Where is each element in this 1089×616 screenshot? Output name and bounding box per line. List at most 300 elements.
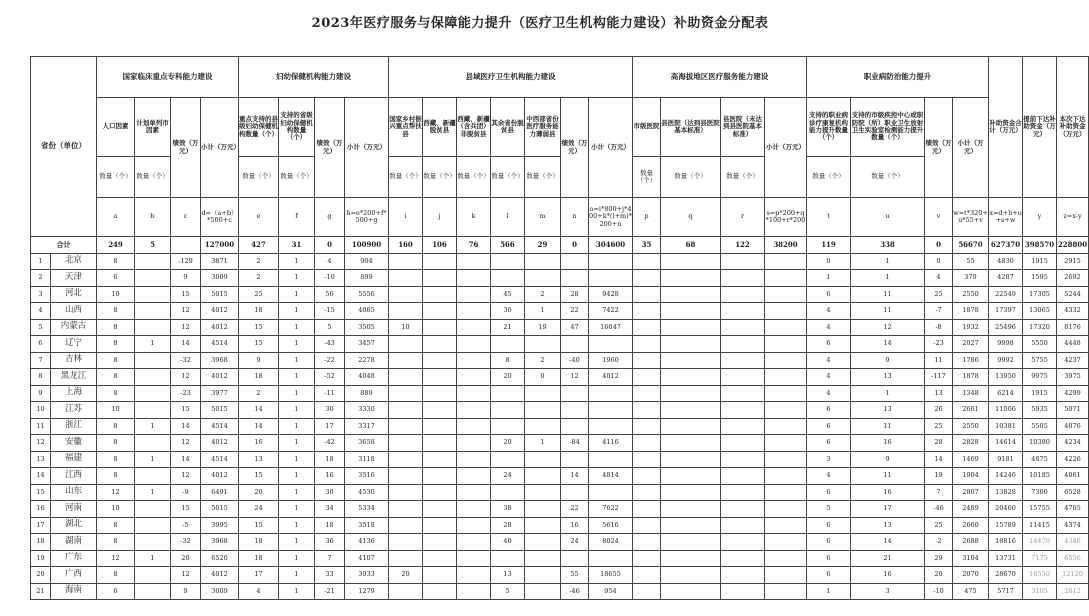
- table-cell: 4: [239, 583, 279, 600]
- total-cell: [171, 237, 201, 254]
- province-name: 天津: [51, 270, 97, 287]
- table-cell: 3933: [345, 567, 389, 584]
- table-cell: 24: [561, 534, 589, 551]
- table-cell: 18: [315, 517, 345, 534]
- table-cell: 899: [345, 270, 389, 287]
- table-cell: 13731: [989, 550, 1023, 567]
- province-name: 福建: [51, 451, 97, 468]
- table-cell: [765, 253, 807, 270]
- table-cell: 1: [851, 385, 925, 402]
- table-cell: 1: [135, 451, 171, 468]
- table-cell: 9: [171, 583, 201, 600]
- table-cell: 4514: [201, 451, 239, 468]
- table-row: [31, 336, 1089, 353]
- table-cell: -7: [925, 303, 953, 320]
- table-cell: 13: [851, 402, 925, 419]
- table-cell: [423, 270, 457, 287]
- table-cell: 0: [925, 253, 953, 270]
- table-cell: 16550: [1023, 567, 1057, 584]
- total-cell: 38200: [765, 237, 807, 254]
- table-cell: [721, 303, 765, 320]
- table-cell: [135, 435, 171, 452]
- table-cell: [661, 534, 721, 551]
- table-cell: 3505: [345, 319, 389, 336]
- table-cell: [561, 253, 589, 270]
- table-cell: 12: [97, 550, 135, 567]
- col-header-c: 绩效（万元）: [171, 98, 201, 198]
- table-cell: [721, 517, 765, 534]
- table-cell: [721, 567, 765, 584]
- code-cell-h: h=e*200+f*500+g: [345, 198, 389, 237]
- col-header-g: 绩效（万元）: [315, 98, 345, 198]
- table-cell: 14: [171, 418, 201, 435]
- table-cell: -23: [925, 336, 953, 353]
- col-header-d: 小计（万元）: [201, 98, 239, 198]
- table-cell: [633, 468, 661, 485]
- col-header-w: 小计（万元）: [953, 98, 989, 198]
- table-cell: [721, 583, 765, 600]
- table-cell: 15789: [989, 517, 1023, 534]
- table-cell: [765, 270, 807, 287]
- total-cell: 31: [279, 237, 315, 254]
- table-cell: -2: [925, 534, 953, 551]
- table-cell: 10381: [989, 418, 1023, 435]
- table-cell: 904: [345, 253, 389, 270]
- table-row: [31, 303, 1089, 320]
- table-cell: [135, 402, 171, 419]
- table-cell: 5071: [1057, 402, 1089, 419]
- unit-cell-u: 数量（个）: [851, 157, 925, 198]
- table-cell: [721, 253, 765, 270]
- code-cell-y: y: [1023, 198, 1057, 237]
- table-row: [31, 550, 1089, 567]
- table-cell: [423, 253, 457, 270]
- table-cell: [389, 303, 423, 320]
- table-cell: [633, 336, 661, 353]
- table-cell: 8: [97, 517, 135, 534]
- table-cell: 18: [239, 534, 279, 551]
- province-name: 山东: [51, 484, 97, 501]
- table-cell: 8: [97, 369, 135, 386]
- table-cell: [633, 567, 661, 584]
- code-cell-c: c: [171, 198, 201, 237]
- table-cell: [491, 418, 525, 435]
- table-cell: [661, 550, 721, 567]
- table-cell: [491, 336, 525, 353]
- table-cell: 6491: [201, 484, 239, 501]
- code-cell-s: s=p*200+q*100+r*200: [765, 198, 807, 237]
- table-cell: 36: [491, 303, 525, 320]
- table-cell: [423, 303, 457, 320]
- province-name: 内蒙古: [51, 319, 97, 336]
- table-cell: [661, 468, 721, 485]
- table-cell: 2661: [953, 402, 989, 419]
- table-cell: 2027: [953, 336, 989, 353]
- table-cell: [633, 517, 661, 534]
- table-cell: 1932: [953, 319, 989, 336]
- table-cell: [661, 369, 721, 386]
- table-cell: 4116: [589, 435, 633, 452]
- table-cell: [525, 418, 561, 435]
- table-cell: 5550: [1023, 336, 1057, 353]
- table-cell: 6528: [1057, 484, 1089, 501]
- table-cell: 4530: [345, 484, 389, 501]
- table-cell: 1: [279, 369, 315, 386]
- table-row: [31, 402, 1089, 419]
- table-cell: 26: [925, 402, 953, 419]
- table-cell: 15: [239, 319, 279, 336]
- table-cell: [661, 319, 721, 336]
- table-cell: 1: [135, 418, 171, 435]
- col-header-i: 国家乡村振兴重点帮扶县: [389, 98, 423, 157]
- table-cell: 6: [807, 517, 851, 534]
- table-cell: [389, 253, 423, 270]
- table-cell: [389, 286, 423, 303]
- table-cell: 10380: [1023, 435, 1057, 452]
- table-cell: 3105: [1023, 583, 1057, 600]
- table-cell: [423, 369, 457, 386]
- table-cell: [423, 583, 457, 600]
- table-cell: [765, 418, 807, 435]
- table-cell: [389, 550, 423, 567]
- table-cell: 10: [97, 286, 135, 303]
- table-cell: 1348: [953, 385, 989, 402]
- table-cell: 55: [953, 253, 989, 270]
- table-row: [31, 501, 1089, 518]
- table-cell: 8: [97, 385, 135, 402]
- col-header-b: 计划单列市因素: [135, 98, 171, 157]
- table-cell: [765, 534, 807, 551]
- table-cell: [633, 451, 661, 468]
- table-cell: 8: [97, 303, 135, 320]
- table-cell: 2: [239, 270, 279, 287]
- table-cell: 25: [925, 517, 953, 534]
- col-header-q: 县医院（达到县医院基本标准）: [661, 98, 721, 157]
- table-cell: 4012: [201, 303, 239, 320]
- table-cell: [135, 319, 171, 336]
- table-cell: 45: [491, 286, 525, 303]
- unit-cell-p: 数量（个）: [633, 157, 661, 198]
- total-cell: 427: [239, 237, 279, 254]
- table-cell: -52: [315, 369, 345, 386]
- table-cell: [633, 402, 661, 419]
- table-cell: 29: [925, 550, 953, 567]
- province-name: 吉林: [51, 352, 97, 369]
- table-cell: 13: [925, 385, 953, 402]
- table-cell: 7422: [589, 303, 633, 320]
- table-cell: [525, 534, 561, 551]
- table-cell: [721, 369, 765, 386]
- table-cell: 18: [239, 550, 279, 567]
- table-cell: [589, 418, 633, 435]
- table-cell: 9998: [989, 336, 1023, 353]
- total-cell: 68: [661, 237, 721, 254]
- total-cell: 100900: [345, 237, 389, 254]
- table-cell: 18: [315, 451, 345, 468]
- table-cell: [525, 583, 561, 600]
- table-cell: [457, 402, 491, 419]
- table-cell: 3009: [201, 270, 239, 287]
- table-row: [31, 435, 1089, 452]
- table-cell: 4448: [1057, 336, 1089, 353]
- table-cell: [457, 517, 491, 534]
- table-cell: 16: [851, 435, 925, 452]
- table-cell: 4: [925, 270, 953, 287]
- unit-cell-t: 数量（个）: [807, 157, 851, 198]
- table-cell: 6: [807, 550, 851, 567]
- table-cell: 3995: [201, 517, 239, 534]
- table-cell: [633, 369, 661, 386]
- row-number: 20: [31, 567, 51, 584]
- table-cell: 20: [171, 550, 201, 567]
- table-row: [31, 484, 1089, 501]
- table-cell: 10: [389, 319, 423, 336]
- table-cell: -8: [925, 319, 953, 336]
- table-cell: 8: [97, 418, 135, 435]
- unit-cell-f: 数量（个）: [279, 157, 315, 198]
- table-cell: [457, 286, 491, 303]
- table-cell: [765, 319, 807, 336]
- col-header-t: 支持的职业病诊疗康复机构能力提升数量（个）: [807, 98, 851, 157]
- table-cell: 6: [807, 534, 851, 551]
- table-cell: [661, 385, 721, 402]
- table-cell: [589, 550, 633, 567]
- table-cell: -32: [171, 352, 201, 369]
- table-cell: 6: [97, 270, 135, 287]
- table-cell: 5755: [1023, 352, 1057, 369]
- table-cell: [721, 451, 765, 468]
- table-cell: 1: [279, 501, 315, 518]
- col-header-s: 小计（万元）: [765, 98, 807, 198]
- table-cell: 6214: [989, 385, 1023, 402]
- table-cell: -84: [561, 435, 589, 452]
- code-cell-i: i: [389, 198, 423, 237]
- table-cell: 17: [851, 501, 925, 518]
- table-cell: [423, 336, 457, 353]
- province-header: 省份（单位）: [31, 57, 97, 237]
- table-cell: 11: [851, 303, 925, 320]
- province-name: 山西: [51, 303, 97, 320]
- table-row: [31, 369, 1089, 386]
- province-name: 广西: [51, 567, 97, 584]
- table-cell: 3330: [345, 402, 389, 419]
- col-header-n: 绩效（万元）: [561, 98, 589, 198]
- table-cell: [423, 501, 457, 518]
- group-header: 县域医疗卫生机构能力建设: [389, 57, 633, 98]
- table-cell: [423, 534, 457, 551]
- table-cell: [589, 336, 633, 353]
- table-cell: [561, 550, 589, 567]
- table-cell: 5015: [201, 286, 239, 303]
- table-cell: 16: [561, 517, 589, 534]
- table-cell: 20: [491, 435, 525, 452]
- table-cell: [633, 319, 661, 336]
- table-cell: 16: [315, 468, 345, 485]
- table-cell: [525, 270, 561, 287]
- province-name: 河南: [51, 501, 97, 518]
- unit-cell-a: 数量（个）: [97, 157, 135, 198]
- table-cell: 3516: [345, 468, 389, 485]
- table-cell: 14: [239, 402, 279, 419]
- code-cell-u: u: [851, 198, 925, 237]
- col-header-f: 支持的省级妇幼保健机构数量（个）: [279, 98, 315, 157]
- table-cell: [765, 385, 807, 402]
- row-number: 11: [31, 418, 51, 435]
- row-number: 4: [31, 303, 51, 320]
- table-cell: 2: [525, 352, 561, 369]
- table-cell: -15: [315, 303, 345, 320]
- unit-cell-l: 数量（个）: [491, 157, 525, 198]
- table-cell: [423, 402, 457, 419]
- table-cell: 3: [851, 583, 925, 600]
- table-cell: [525, 567, 561, 584]
- row-number: 21: [31, 583, 51, 600]
- table-cell: [389, 402, 423, 419]
- table-cell: [525, 402, 561, 419]
- table-cell: 13: [491, 567, 525, 584]
- table-cell: 2550: [953, 418, 989, 435]
- table-cell: [633, 385, 661, 402]
- total-cell: 56670: [953, 237, 989, 254]
- table-cell: 2070: [953, 567, 989, 584]
- table-cell: [135, 501, 171, 518]
- code-cell-a: a: [97, 198, 135, 237]
- col-header-l: 其余省份脱贫县: [491, 98, 525, 157]
- table-cell: -11: [315, 385, 345, 402]
- code-cell-d: d=（a+b）*500+c: [201, 198, 239, 237]
- table-cell: 14: [171, 336, 201, 353]
- table-cell: 14: [239, 418, 279, 435]
- table-cell: 4514: [201, 336, 239, 353]
- table-cell: 22: [561, 501, 589, 518]
- header-row-codes: [31, 198, 1089, 237]
- table-cell: 4012: [201, 369, 239, 386]
- table-cell: 25: [925, 418, 953, 435]
- table-cell: 1: [135, 484, 171, 501]
- table-row: [31, 270, 1089, 287]
- table-cell: -21: [315, 583, 345, 600]
- table-cell: [457, 303, 491, 320]
- province-name: 浙江: [51, 418, 97, 435]
- table-cell: 20: [491, 369, 525, 386]
- table-cell: 4: [807, 319, 851, 336]
- table-cell: 15: [239, 468, 279, 485]
- table-cell: 2: [239, 253, 279, 270]
- table-cell: -23: [171, 385, 201, 402]
- col-header-p: 市级医院: [633, 98, 661, 157]
- table-cell: [765, 484, 807, 501]
- row-number: 3: [31, 286, 51, 303]
- table-cell: 1: [279, 253, 315, 270]
- table-cell: 3457: [345, 336, 389, 353]
- unit-cell-b: 数量（个）: [135, 157, 171, 198]
- table-cell: 4299: [1057, 385, 1089, 402]
- table-cell: 22: [561, 303, 589, 320]
- table-cell: 25496: [989, 319, 1023, 336]
- table-cell: [525, 550, 561, 567]
- table-cell: [633, 435, 661, 452]
- table-cell: 30: [315, 402, 345, 419]
- table-cell: [661, 303, 721, 320]
- table-cell: 4107: [345, 550, 389, 567]
- code-cell-v: v: [925, 198, 953, 237]
- table-cell: [633, 352, 661, 369]
- table-cell: 18: [239, 303, 279, 320]
- table-cell: 9181: [989, 451, 1023, 468]
- code-cell-w: w=t*320+u*55+v: [953, 198, 989, 237]
- total-cell: 127000: [201, 237, 239, 254]
- table-cell: 20: [239, 484, 279, 501]
- table-cell: 10185: [1023, 468, 1057, 485]
- table-cell: 13: [239, 451, 279, 468]
- allocation-table: [30, 56, 1089, 600]
- table-cell: 1960: [589, 352, 633, 369]
- table-cell: 2612: [1057, 583, 1089, 600]
- table-row: [31, 451, 1089, 468]
- table-cell: [765, 550, 807, 567]
- header-row-groups: [31, 57, 1089, 98]
- table-cell: [457, 534, 491, 551]
- table-cell: [633, 286, 661, 303]
- table-cell: [389, 468, 423, 485]
- table-cell: [423, 418, 457, 435]
- row-number: 6: [31, 336, 51, 353]
- col-header-j: 西藏、新疆脱贫县: [423, 98, 457, 157]
- table-cell: 12: [171, 435, 201, 452]
- table-cell: [765, 468, 807, 485]
- table-cell: 28: [925, 435, 953, 452]
- table-cell: 8: [491, 352, 525, 369]
- table-cell: 1: [279, 583, 315, 600]
- code-cell-q: q: [661, 198, 721, 237]
- table-cell: 14: [925, 451, 953, 468]
- table-cell: 33: [315, 567, 345, 584]
- table-cell: [457, 501, 491, 518]
- table-cell: [389, 534, 423, 551]
- table-cell: [457, 435, 491, 452]
- total-cell: 627370: [989, 237, 1023, 254]
- table-cell: [765, 336, 807, 353]
- table-cell: 1: [279, 468, 315, 485]
- row-number: 15: [31, 484, 51, 501]
- table-cell: [491, 451, 525, 468]
- table-cell: 4: [807, 385, 851, 402]
- table-cell: [423, 286, 457, 303]
- table-cell: 2660: [953, 517, 989, 534]
- table-cell: [721, 468, 765, 485]
- table-cell: [423, 352, 457, 369]
- table-cell: 5015: [201, 402, 239, 419]
- table-cell: 4: [807, 303, 851, 320]
- table-row: [31, 286, 1089, 303]
- table-cell: 954: [589, 583, 633, 600]
- table-cell: 1469: [953, 451, 989, 468]
- table-cell: 3: [807, 451, 851, 468]
- table-cell: 15: [171, 286, 201, 303]
- table-cell: 9: [171, 270, 201, 287]
- table-cell: [561, 270, 589, 287]
- row-number: 14: [31, 468, 51, 485]
- table-row: [31, 418, 1089, 435]
- total-cell: 76: [457, 237, 491, 254]
- table-cell: 24: [491, 468, 525, 485]
- table-cell: 1: [279, 418, 315, 435]
- table-cell: 18816: [989, 534, 1023, 551]
- province-name: 江西: [51, 468, 97, 485]
- table-cell: 4705: [1057, 501, 1089, 518]
- table-cell: 2807: [953, 484, 989, 501]
- table-cell: 3104: [953, 550, 989, 567]
